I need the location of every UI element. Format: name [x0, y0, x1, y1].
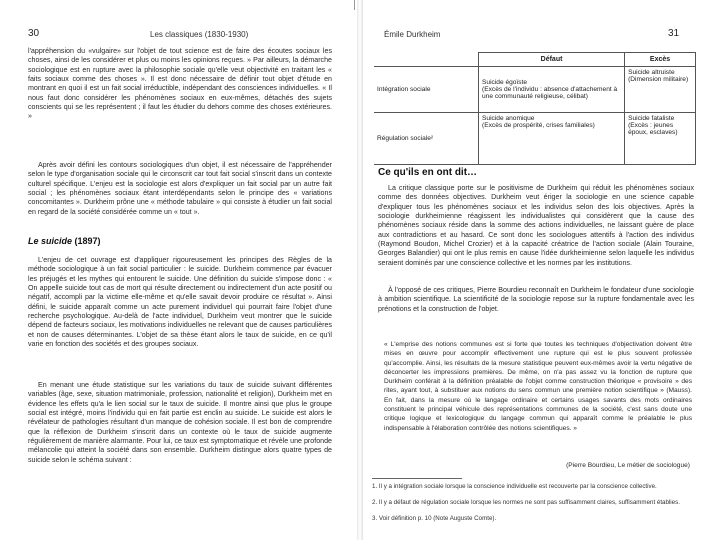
paragraph-critique: La critique classique porte sur le positivisme de Durkheim qui réduit les phénomènes sociaux comme des données objectives. Durkheim veut ériger la sociologie en une science capable d'expliquer tous les phénomènes sociaux et les individus selon des lois objectives. Après la sociologie durkheimienne réagissent les individualistes qui considèrent que la cause des phénomènes sociaux réside dans la somme des actions individuelles, ne laissant guère de place aux contradictions et au hasard. Ce sont donc les sociologues attentifs à l'action des individus (Raymond Boudon, Michel Crozier) et à la capacité créatrice de l'action sociale (Alain Touraine, Georges Balandier) qui ont le plus remis en cause l'idée durkheimienne selon laquelle les individus seraient dominés par une conscience collective et les normes par les institutions. [378, 184, 694, 267]
paragraph-bourdieu: À l'opposé de ces critiques, Pierre Bourdieu reconnaît en Durkheim le fondateur d'une sociologie à ambition scientifique. La scientificité de la sociologie repose sur la rupture fondamentale avec les prénotions et la construction de l'objet. [378, 286, 694, 313]
cell-detail: (Excès de prospérité, crises familiales) [482, 122, 595, 129]
paragraph-statistics: En menant une étude statistique sur les variations du taux de suicide suivant différentes variables (âge, sexe, situation matrimoniale, profession, nationalité et religion), Durkheim met en évidence les effets qu'a le lien social sur le taux de suicide. Il montre ainsi que plus le groupe social est intégré, moins l'individu qui en fait partie est enclin au suicide. Le suicide est alors le révélateur de pathologies résultant d'un manque de cohésion sociale. Il est bon de comprendre que la réflexion de Durkheim s'inscrit dans un contexte où le taux de suicide augmente régulièrement de manière alarmante. Pour lui, ce taux est symptomatique et révèle une profonde mélancolie qui atteint la société dans son ensemble. Durkheim distingue alors quatre types de suicide selon le schéma suivant : [28, 381, 332, 464]
suicide-types-table [374, 52, 696, 165]
page-number-right: 31 [668, 28, 680, 39]
table-header-row [374, 53, 696, 67]
heading-year: (1897) [74, 236, 101, 246]
row-label-regulation: Régulation sociale² [374, 113, 479, 165]
cell-type: Suicide fataliste [628, 115, 675, 122]
page-number-left: 30 [28, 28, 40, 39]
table-corner [374, 53, 479, 67]
footnote: 2. Il y a défaut de régulation sociale lorsque les normes ne sont pas suffisamment claires, suffisamment établies. [372, 499, 680, 506]
cell-detail: (Excès : jeunes époux, esclaves) [628, 122, 678, 136]
section-heading-suicide [28, 236, 101, 246]
heading-title: Le suicide [28, 236, 73, 246]
paragraph-suicide: L'enjeu de cet ouvrage est d'appliquer rigoureusement les principes des Règles de la méthode sociologique à un fait social particulier : le suicide. Durkheim commence par évacuer les préjugés et les mythes qui entourent le suicide. Une définition du suicide s'impose donc : « On appelle suicide tout cas de mort qui résulte directement ou indirectement d'un acte positif ou négatif, accompli par la victime elle-même et qu'elle savait devoir produire ce résultat ». Ainsi défini, le suicide apparaît comme un acte purement individuel qui pourrait faire l'objet d'une recherche psychologique. Au-delà de l'acte individuel, Durkheim veut montrer que le suicide dépend de facteurs sociaux, les motivations individuelles ne relevant que de causes particulières et non de causes déterminantes. L'objet de sa thèse étant alors le taux de suicide, en ce qu'il varie en fonction des sociétés et des groupes sociaux. [28, 256, 332, 349]
cell-type: Suicide anomique [482, 115, 535, 122]
cell-defaut-regulation [479, 113, 625, 165]
table-row [374, 113, 696, 165]
footnote: 3. Voir définition p. 10 (Note Auguste Comte). [372, 515, 497, 522]
footnote: 1. Il y a intégration sociale lorsque la conscience individuelle est recouverte par la conscience collective. [372, 483, 657, 490]
cell-detail: (Dimension militaire) [628, 76, 689, 83]
cell-exces-integration [625, 67, 696, 113]
row-label-integration: Intégration sociale [374, 67, 479, 113]
cell-type: Suicide égoïste [482, 79, 528, 86]
section-heading-critics: Ce qu'ils en ont dit… [378, 167, 478, 178]
col-header-exces: Excès [625, 53, 696, 67]
quote-source: (Pierre Bourdieu, Le métier de sociologue) [566, 462, 690, 469]
blockquote-bourdieu: « L'emprise des notions communes est si forte que toutes les techniques d'objectivation doivent être mises en œuvre pour accomplir effectivement une rupture qui est le plus souvent professée qu'accomplie. Ainsi, les résultats de la mesure statistique peuvent eux-mêmes avoir la vertu négative de déconcerter les impressions premières. De même, on n'a pas assez vu la fonction de rupture que Durkheim conférait à la définition préalable de l'objet comme construction théorique « provisoire » des rites, ayant tout, à substituer aux notions du sens commun une première notion scientifique » (Mauss). En fait, dans la mesure où le langage ordinaire et certains usages savants des mots ordinaires constituent le principal véhicule des représentations communes de la société, c'est sans doute une critique logique et lexicologique du langage commun qui apparaît comme le préalable le plus indispensable à l'élaboration contrôlée des notions scientifiques. » [384, 341, 692, 432]
cell-defaut-integration [479, 67, 625, 113]
cell-type: Suicide altruiste [628, 69, 675, 76]
left-page [0, 0, 358, 540]
running-head-left: Les classiques (1830-1930) [150, 30, 249, 39]
col-header-defaut: Défaut [479, 53, 625, 67]
paragraph-method: Après avoir défini les contours sociologiques d'un objet, il est nécessaire de l'appréhender selon le type d'organisation sociale qui le circonscrit car tout fait social s'inscrit dans un contexte culturel spécifique. L'enjeu est la sociologie est alors d'expliquer un fait social par un autre fait social ; les phénomènes sociaux étant interdépendants selon le principe des « variations concomitantes ». Durkheim prône une « méthode tabulaire » qui consiste à étudier un fait social en regard de la société considérée comme un « tout ». [28, 161, 332, 216]
footnote-divider [372, 478, 462, 479]
running-head-right: Émile Durkheim [384, 30, 441, 39]
table-row [374, 67, 696, 113]
cell-detail: (Excès de l'individu : absence d'attachement à une communauté religieuse, célibat) [482, 86, 618, 100]
cell-exces-regulation [625, 113, 696, 165]
paragraph-intro: l'appréhension du «vulgaire» sur l'objet de tout science est de faire des écoutes sociaux les choses, ainsi de les considérer et plus ou moins les opinions reçues. » Par ailleurs, la démarche sociologique est en rupture avec la philosophie sociale qu'elle veut objectivité en traitant les « faits sociaux comme des choses ». Il est donc nécessaire de définir tout objet d'étude en montrant en quoi il est un fait social irréductible, indépendant des consciences individuelles. « Il nous faut donc considérer les phénomènes sociaux en eux-mêmes, détachés des sujets conscients qui se les représentent ; il faut les étudier du dehors comme des choses extérieures. » [28, 47, 332, 121]
